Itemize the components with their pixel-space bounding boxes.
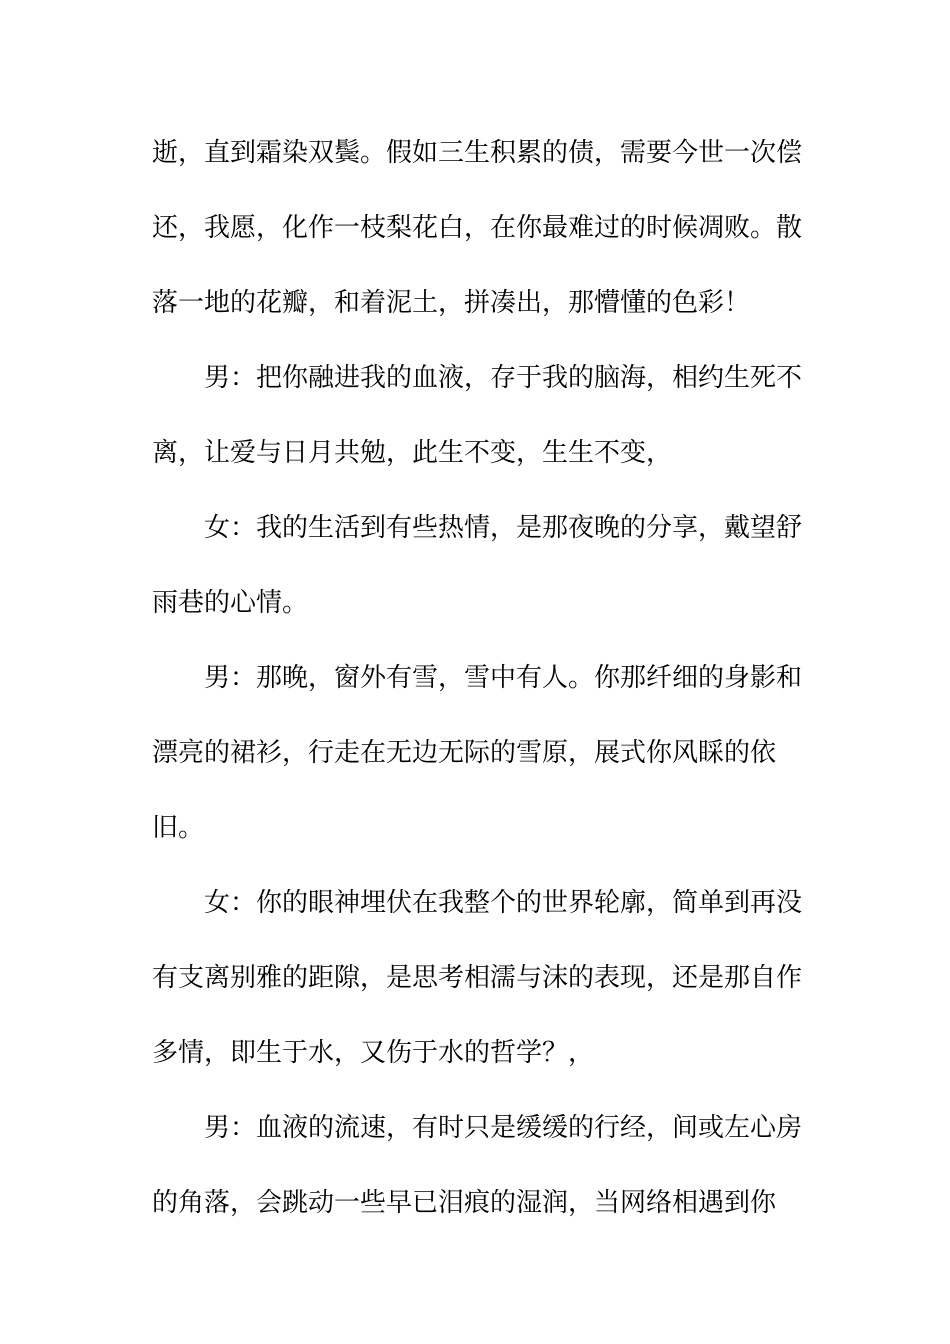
document-body <box>152 128 812 1253</box>
text-line: 的角落，会跳动一些早已泪痕的湿润，当网络相遇到你 <box>152 1188 777 1218</box>
text-line: 还，我愿，化作一枝梨花白，在你最难过的时候凋败。散 <box>152 213 803 243</box>
text-line: 女：你的眼神埋伏在我整个的世界轮廓，简单到再没 <box>204 888 803 918</box>
text-line: 女：我的生活到有些热情，是那夜晚的分享，戴望舒 <box>204 513 803 543</box>
text-line: 旧。 <box>152 813 205 843</box>
text-line: 男：把你融进我的血液，存于我的脑海，相约生死不 <box>204 363 803 393</box>
text-line: 漂亮的裙衫，行走在无边无际的雪原，展式你风睬的依 <box>152 738 777 768</box>
text-line: 离，让爱与日月共勉，此生不变，生生不变， <box>152 438 673 468</box>
text-line: 雨巷的心情。 <box>152 588 309 618</box>
text-line: 有支离别雅的距隙，是思考相濡与沫的表现，还是那自作 <box>152 963 803 993</box>
text-line: 男：那晚，窗外有雪，雪中有人。你那纤细的身影和 <box>204 663 803 693</box>
text-line: 逝，直到霜染双鬓。假如三生积累的债，需要今世一次偿 <box>152 138 803 168</box>
text-line: 落一地的花瓣，和着泥土，拼凑出，那懵懂的色彩！ <box>152 288 751 318</box>
text-line: 男：血液的流速，有时只是缓缓的行经，间或左心房 <box>204 1113 803 1143</box>
text-line: 多情，即生于水，又伤于水的哲学？， <box>152 1038 595 1068</box>
